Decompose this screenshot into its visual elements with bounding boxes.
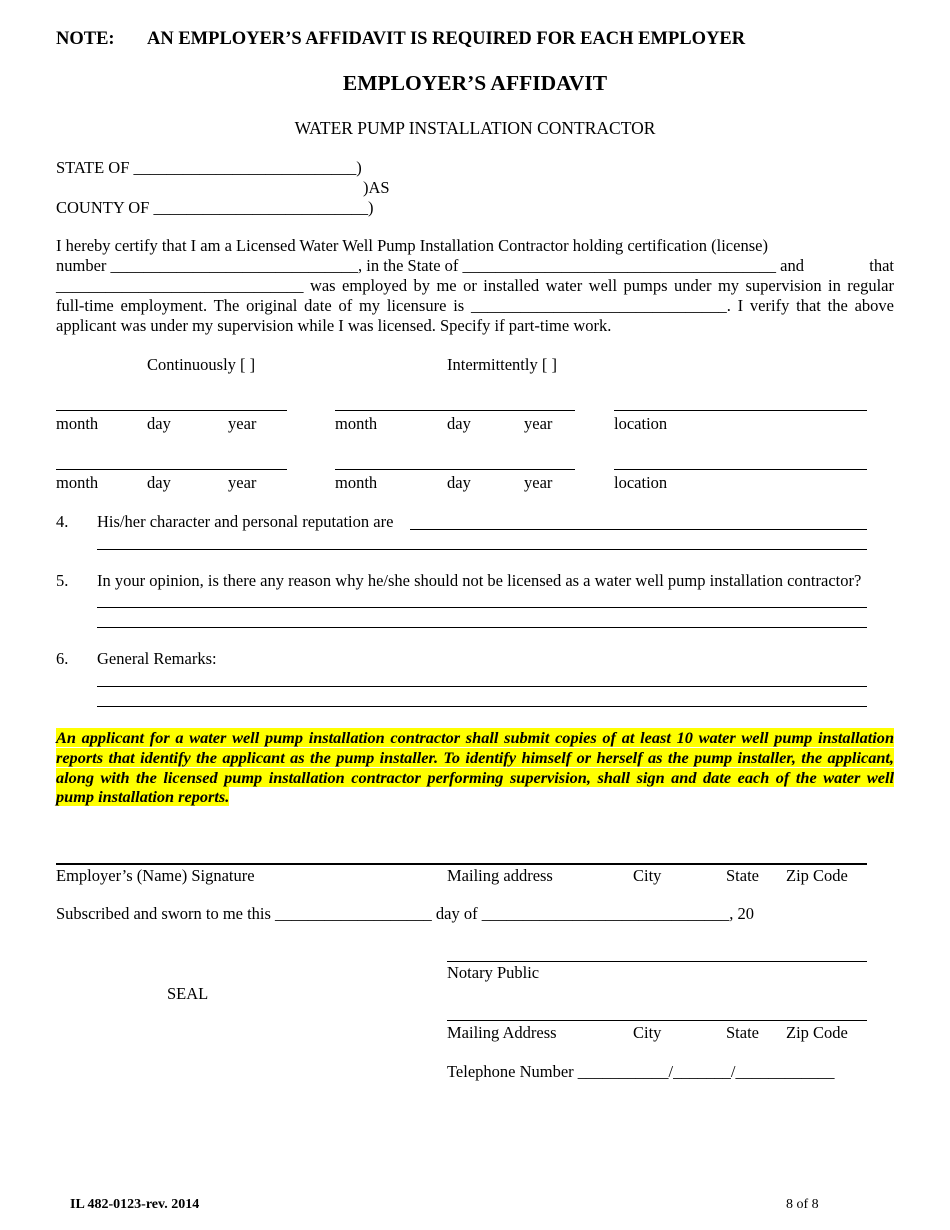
license-number-state-field[interactable]: number ______________________________, in the State of ______________________________________ and — [56, 256, 804, 275]
notary-address-line[interactable] — [447, 1020, 867, 1021]
subscribed-sworn-field[interactable]: Subscribed and sworn to me this ___________________ day of ______________________________, 20 — [56, 904, 755, 923]
year-label: year — [524, 473, 553, 492]
location-label: location — [614, 414, 668, 433]
reputation-answer-line[interactable] — [97, 549, 867, 550]
intermittently-checkbox[interactable]: Intermittently [ ] — [447, 355, 557, 374]
continuously-checkbox[interactable]: Continuously [ ] — [147, 355, 256, 374]
page-title: EMPLOYER’S AFFIDAVIT — [342, 71, 608, 95]
certification-line-1: I hereby certify that I am a Licensed Water Well Pump Installation Contractor holding certification (license) — [56, 236, 768, 255]
mailing-address-label: Mailing Address — [447, 1023, 557, 1042]
question-text: In your opinion, is there any reason why he/she should not be licensed as a water well pump installation contractor? — [97, 571, 862, 590]
question-number: 6. — [56, 649, 69, 668]
day-label: day — [147, 414, 171, 433]
month-label: month — [335, 414, 378, 433]
employer-signature-line[interactable] — [56, 863, 867, 865]
city-label: City — [633, 866, 662, 885]
day-label: day — [447, 473, 471, 492]
zip-code-label: Zip Code — [786, 1023, 848, 1042]
state-label: State — [726, 1023, 759, 1042]
question-text: General Remarks: — [97, 649, 217, 668]
question-number: 5. — [56, 571, 69, 590]
year-label: year — [228, 414, 257, 433]
mailing-address-label: Mailing address — [447, 866, 553, 885]
certification-line-5: applicant was under my supervision while I was licensed. Specify if part-time work. — [56, 316, 612, 335]
certification-paragraph — [56, 236, 894, 336]
location-line-2[interactable] — [614, 469, 867, 470]
certification-that-word: that — [869, 256, 894, 275]
county-of-field[interactable]: COUNTY OF __________________________) — [56, 198, 374, 217]
certification-line-2[interactable] — [56, 256, 894, 276]
form-id: IL 482-0123-rev. 2014 — [70, 1197, 200, 1212]
year-label: year — [524, 414, 553, 433]
licensure-date-field[interactable]: full-time employment. The original date of my licensure is _______________________________. I verify that the above — [56, 296, 894, 315]
reputation-answer-line[interactable] — [410, 529, 867, 530]
question-text: His/her character and personal reputation are — [97, 512, 394, 531]
seal-label: SEAL — [167, 984, 209, 1003]
zip-code-label: Zip Code — [786, 866, 848, 885]
date-from-line-1[interactable] — [56, 410, 287, 411]
page-subtitle: WATER PUMP INSTALLATION CONTRACTOR — [294, 118, 656, 138]
notice-text: An applicant for a water well pump installation contractor shall submit copies of at least 10 water well pump installation reports that identify the applicant as the pump installer. To identify himself or herself as the pump installer, the applicant, along with the licensed pump installation contractor performing supervision, shall sign and date each of the water well pump installation reports. — [56, 728, 894, 807]
notary-public-label: Notary Public — [447, 963, 540, 982]
opinion-answer-line[interactable] — [97, 627, 867, 628]
as-label: )AS — [363, 178, 390, 197]
day-label: day — [147, 473, 171, 492]
location-line-1[interactable] — [614, 410, 867, 411]
page-number: 8 of 8 — [786, 1197, 819, 1212]
state-label: State — [726, 866, 759, 885]
year-label: year — [228, 473, 257, 492]
employer-signature-label: Employer’s (Name) Signature — [56, 866, 255, 885]
remarks-answer-line[interactable] — [97, 706, 867, 707]
highlighted-notice — [56, 728, 894, 807]
date-to-line-1[interactable] — [335, 410, 575, 411]
month-label: month — [56, 414, 99, 433]
date-to-line-2[interactable] — [335, 469, 575, 470]
employee-name-field[interactable]: ______________________________ was employed by me or installed water well pumps under my supervision in regular — [56, 276, 894, 295]
state-of-field[interactable]: STATE OF ___________________________) — [56, 158, 362, 177]
remarks-answer-line[interactable] — [97, 686, 867, 687]
notary-signature-line[interactable] — [447, 961, 867, 962]
opinion-answer-line[interactable] — [97, 607, 867, 608]
city-label: City — [633, 1023, 662, 1042]
month-label: month — [335, 473, 378, 492]
date-from-line-2[interactable] — [56, 469, 287, 470]
note-label: NOTE: — [56, 29, 115, 49]
month-label: month — [56, 473, 99, 492]
question-number: 4. — [56, 512, 69, 531]
note-text: AN EMPLOYER’S AFFIDAVIT IS REQUIRED FOR EACH EMPLOYER — [147, 29, 746, 49]
telephone-number-field[interactable]: Telephone Number ___________/_______/____________ — [447, 1062, 835, 1081]
location-label: location — [614, 473, 668, 492]
day-label: day — [447, 414, 471, 433]
